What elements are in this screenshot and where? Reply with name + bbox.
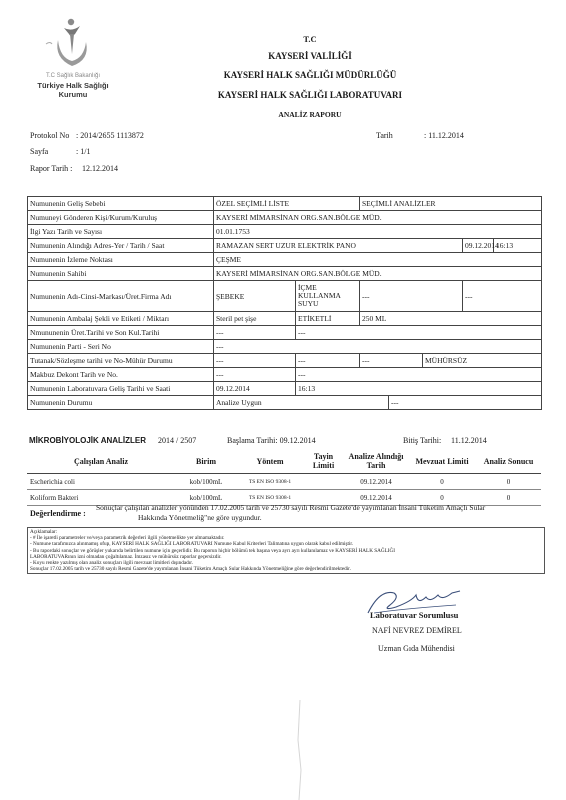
unit: kob/100mL	[175, 490, 237, 506]
row-value: 01.01.1753	[214, 225, 542, 239]
note-line: - Numune tarafımızca alınmamış ofup, KAYSERİ HALK SAĞLIĞI LABORATUVARI Numune Kabul Kriterleri Talimatına uygun olarak kabul edilmiştir.	[30, 541, 354, 548]
page-label: Sayfa	[30, 147, 49, 156]
row-value: ŞEBEKE	[214, 281, 296, 312]
logo-emblem-icon	[28, 14, 118, 74]
table-row	[28, 253, 542, 267]
report-date-value: 12.12.2014	[82, 164, 118, 173]
table-row	[28, 312, 542, 326]
signatory-name: NAFİ NEVREZ DEMİREL	[372, 626, 462, 635]
row-label: Numunenin İzleme Noktası	[28, 253, 214, 267]
column-header: Analiz Sonucu	[476, 449, 541, 474]
row-label: Numunenin Durumu	[28, 396, 214, 410]
note-line: LABORATUVARının izni olmadan çoğaltılamaz. İmzasız ve mühürsüz raporlar geçersizdir.	[30, 553, 222, 560]
note-line: - Bu rapordaki sonuçlar ve görüşler yukarıda belirtilen numune için geçerlidir. Bu raporun hiçbir bölümü tek başına veya ayrı ayrı kullanılamaz ve KAYSERİ HALK SAĞLIĞI	[30, 547, 395, 554]
row-label: Numunenin Parti - Seri No	[28, 340, 214, 354]
table-row	[28, 225, 542, 239]
micro-start-date: Başlama Tarihi: 09.12.2014	[227, 436, 316, 445]
table-row	[28, 354, 542, 368]
evaluation-label: Değerlendirme :	[30, 509, 86, 518]
agency-line-2: Kurumu	[58, 90, 88, 99]
row-value: ---	[214, 354, 296, 368]
column-header: Çalışılan Analiz	[27, 449, 175, 474]
row-value: ---	[214, 326, 296, 340]
row-value: ---	[389, 396, 542, 410]
micro-code: 2014 / 2507	[158, 436, 197, 445]
table-row	[28, 281, 542, 312]
micro-title: MİKROBİYOLOJİK ANALİZLER	[29, 436, 147, 445]
analysis-name: Koliform Bakteri	[27, 490, 175, 506]
column-header: Analize Alındığı Tarih	[344, 449, 408, 474]
table-row	[28, 368, 542, 382]
table-row	[28, 211, 542, 225]
row-label: Numunenin Geliş Sebebi	[28, 197, 214, 211]
date-label: Tarih	[376, 131, 393, 140]
row-label: Numuneyi Gönderen Kişi/Kurum/Kuruluş	[28, 211, 214, 225]
signatory-role: Laboratuvar Sorumlusu	[370, 610, 459, 620]
row-value: ---	[296, 326, 542, 340]
row-label: Tutanak/Sözleşme tarihi ve No-Mühür Durumu	[28, 354, 214, 368]
row-label: Makbuz Dekont Tarih ve No.	[28, 368, 214, 382]
notes-title: Açıklamalar:	[30, 529, 58, 535]
header-governorship: KAYSERİ VALİLİĞİ	[268, 51, 352, 61]
row-label: İlgi Yazı Tarih ve Sayısı	[28, 225, 214, 239]
regulatory-limit: 0	[408, 474, 476, 490]
report-date-label: Rapor Tarih :	[30, 164, 73, 173]
row-value: 16:13	[494, 239, 542, 253]
regulatory-limit: 0	[408, 490, 476, 506]
row-value: SEÇİMLİ ANALİZLER	[360, 197, 542, 211]
protocol-value: : 2014/2655 1113872	[76, 131, 144, 140]
row-value: ---	[360, 354, 423, 368]
table-row	[28, 396, 542, 410]
evaluation-text-1: Sonuçlar çalışılan analizler yönünden 17.02.2005 tarih ve 25730 sayılı Resmi Gazete'de yayımlanan İnsani Tüketim Amaçlı Sular	[96, 503, 486, 512]
row-value: MÜHÜRSÜZ	[423, 354, 542, 368]
row-value: Analize Uygun	[214, 396, 389, 410]
analysis-date: 09.12.2014	[344, 474, 408, 490]
row-value: ---	[360, 281, 463, 312]
row-value: 16:13	[296, 382, 542, 396]
row-value: KAYSERİ MİMARSİNAN ORG.SAN.BÖLGE MÜD.	[214, 267, 542, 281]
row-value: 09.12.2014	[463, 239, 494, 253]
table-row	[28, 197, 542, 211]
micro-section-header	[27, 436, 541, 447]
row-label: Numunenin Laboratuvara Geliş Tarihi ve Saati	[28, 382, 214, 396]
note-line: - # İle işaretli parametreler ve/veya parametrik değerleri ilgili yönetmelikte yer almamaktadır.	[30, 535, 225, 542]
method: TS EN ISO 9308-1	[237, 474, 303, 490]
micro-end-date: 11.12.2014	[451, 436, 487, 445]
row-value: ---	[463, 281, 542, 312]
row-value: İÇME KULLANMA SUYU	[296, 281, 360, 312]
column-header: Mevzuat Limiti	[408, 449, 476, 474]
row-label: Numunenin Alındığı Adres-Yer / Tarih / Saat	[28, 239, 214, 253]
row-label: Numunenin Sahibi	[28, 267, 214, 281]
analysis-date: 09.12.2014	[344, 490, 408, 506]
note-line: - Koyu renkte yazılmış olan analiz sonuçları ilgili mevzuat limitleri dışındadır.	[30, 560, 193, 567]
micro-end-label: Bitiş Tarihi:	[403, 436, 442, 445]
report-title: ANALİZ RAPORU	[278, 110, 342, 119]
ministry-logo	[28, 14, 118, 114]
table-row	[28, 340, 542, 354]
row-value: ---	[214, 368, 296, 382]
row-value: ETİKETLİ	[296, 312, 360, 326]
table-row	[28, 267, 542, 281]
header-laboratory: KAYSERİ HALK SAĞLIĞI LABORATUVARI	[217, 90, 403, 100]
table-row	[28, 382, 542, 396]
note-line: Sonuçlar 17.02.2005 tarih ve 25730 sayılı Resmi Gazete'de yayımlanan İnsani Tüketim Amaçlı Sular Hakkında Yönetmeliğine göre değerlendirilmektedir.	[30, 566, 351, 573]
date-value: : 11.12.2014	[424, 131, 464, 140]
result: 0	[476, 474, 541, 490]
row-value: Steril pet şişe	[214, 312, 296, 326]
unit: kob/100mL	[175, 474, 237, 490]
row-value: ---	[296, 368, 542, 382]
table-row	[28, 239, 542, 253]
evaluation-text-2: Hakkında Yönetmeliğ"ne göre uygundur.	[138, 513, 262, 522]
column-header: Birim	[175, 449, 237, 474]
header-tc: T.C	[303, 34, 317, 44]
agency-name	[28, 81, 118, 99]
header-directorate: KAYSERİ HALK SAĞLIĞI MÜDÜRLÜĞÜ	[223, 70, 397, 80]
row-value: RAMAZAN SERT UZUR ELEKTRİK PANO	[214, 239, 463, 253]
agency-line-1: Türkiye Halk Sağlığı	[37, 81, 109, 90]
row-label: Numunenin Ambalaj Şekli ve Etiketi / Miktarı	[28, 312, 214, 326]
row-label: Numunenin Adı-Cinsi-Markası/Üret.Firma Adı	[28, 281, 214, 312]
row-value: ÇEŞME	[214, 253, 542, 267]
table-header-row	[27, 449, 541, 474]
table-row	[27, 474, 541, 490]
page-value: : 1/1	[76, 147, 91, 156]
ministry-name: T.C Sağlık Bakanlığı	[45, 73, 101, 79]
result: 0	[476, 490, 541, 506]
row-value: ÖZEL SEÇİMLİ LİSTE	[214, 197, 360, 211]
scan-mark-icon	[290, 700, 310, 800]
detection-limit	[303, 474, 344, 490]
column-header: Tayin Limiti	[303, 449, 344, 474]
table-row	[28, 326, 542, 340]
micro-results-table	[27, 449, 541, 506]
row-value: ---	[296, 354, 360, 368]
protocol-label: Protokol No	[30, 131, 70, 140]
row-value: ---	[214, 340, 542, 354]
analysis-name: Escherichia coli	[27, 474, 175, 490]
column-header: Yöntem	[237, 449, 303, 474]
row-value: 09.12.2014	[214, 382, 296, 396]
sample-info-table	[27, 196, 542, 410]
method: TS EN ISO 9308-1	[237, 490, 303, 506]
row-value: KAYSERİ MİMARSİNAN ORG.SAN.BÖLGE MÜD.	[214, 211, 542, 225]
notes-box	[27, 527, 545, 574]
row-value: 250 ML	[360, 312, 542, 326]
row-label: Nmununenin Üret.Tarihi ve Son Kul.Tarihi	[28, 326, 214, 340]
signatory-title: Uzman Gıda Mühendisi	[378, 644, 455, 653]
